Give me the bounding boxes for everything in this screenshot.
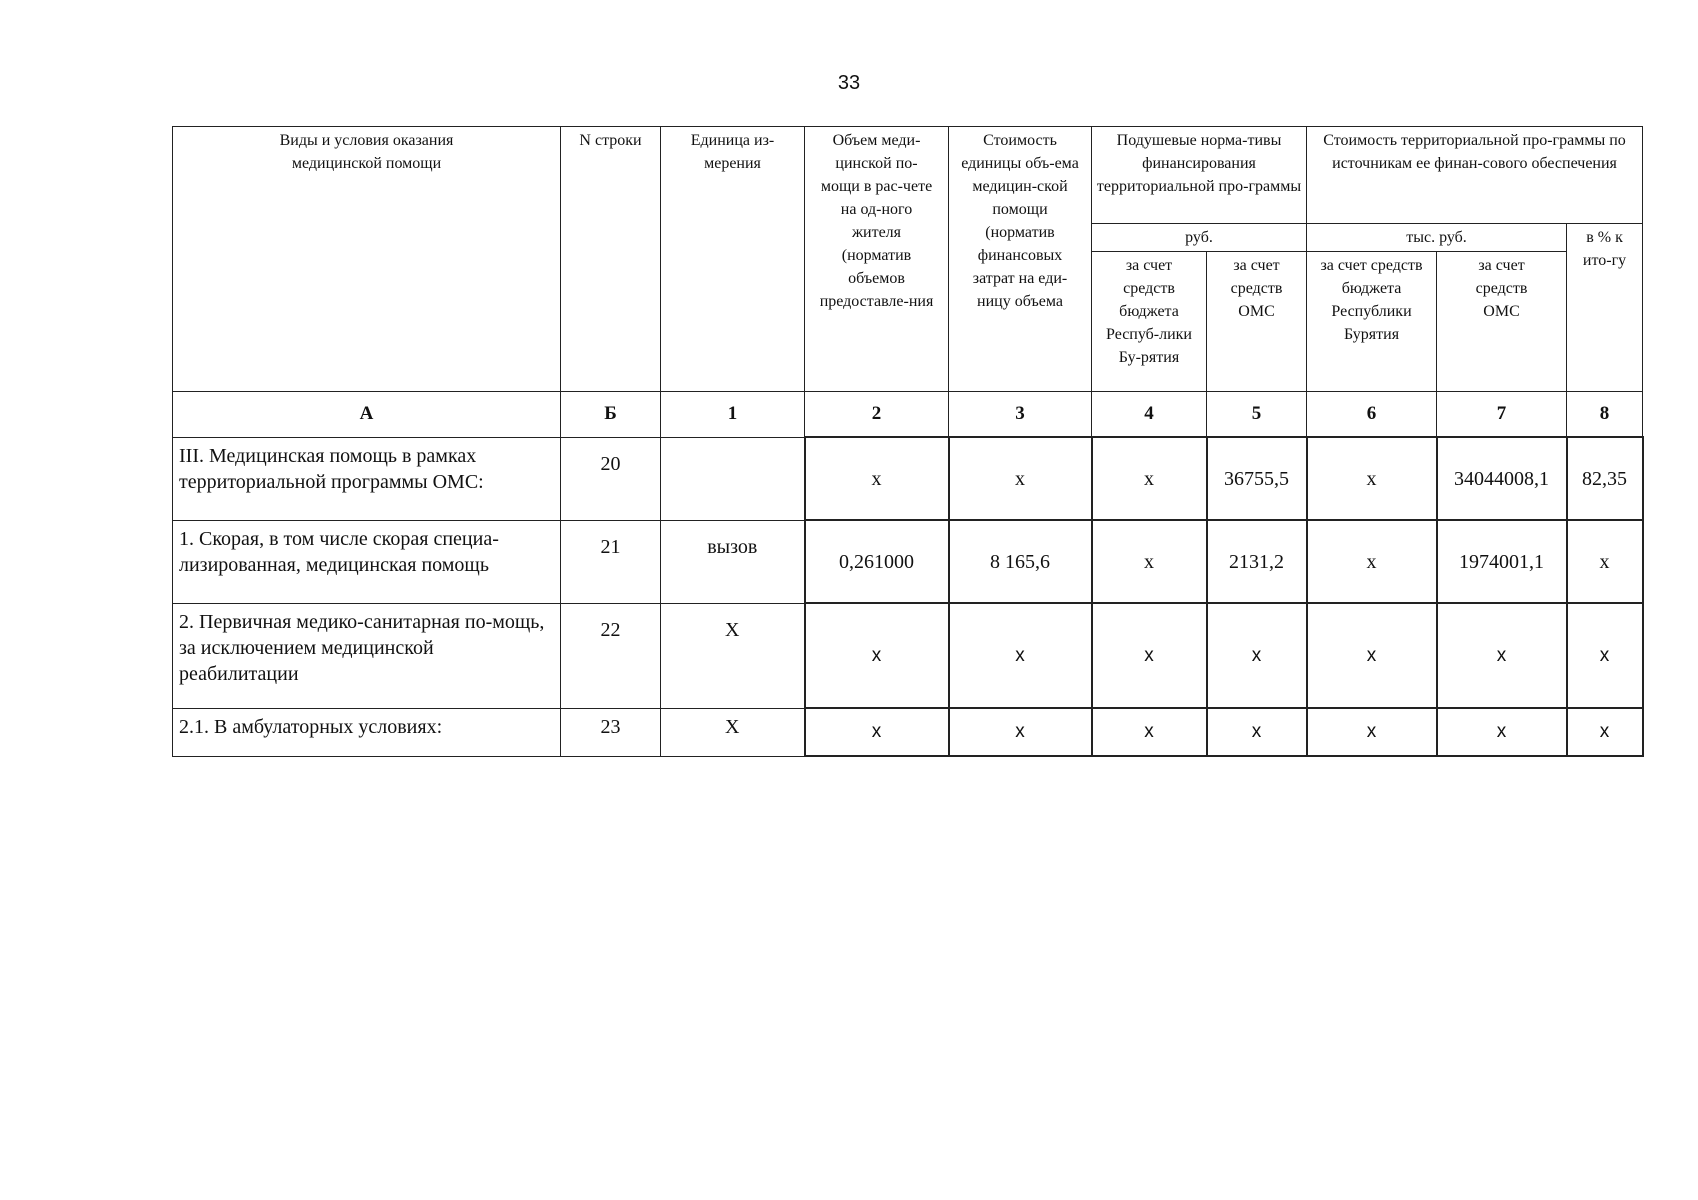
table-row bbox=[173, 437, 1643, 520]
column-number: А bbox=[173, 392, 561, 438]
cell-norm-budget: x bbox=[1092, 708, 1207, 756]
column-number: 3 bbox=[949, 392, 1092, 438]
row-line-number: 22 bbox=[561, 603, 661, 708]
header-unit-rub: руб. bbox=[1092, 224, 1307, 252]
cell-volume: x bbox=[805, 437, 949, 520]
header-cost-budget: за счет средств бюджета Республики Бурятия bbox=[1307, 252, 1437, 392]
header-line-number: N строки bbox=[561, 127, 661, 392]
row-unit: X bbox=[661, 603, 805, 708]
header-unit: Единица из-мерения bbox=[661, 127, 805, 392]
column-number: 1 bbox=[661, 392, 805, 438]
cell-percent: x bbox=[1567, 520, 1643, 603]
header-per-capita-norms: Подушевые норма-тивы финансирования территориальной про-граммы bbox=[1092, 127, 1307, 224]
cell-norm-budget: x bbox=[1092, 603, 1207, 708]
row-name: III. Медицинская помощь в рамках территориальной программы ОМС: bbox=[173, 437, 561, 520]
header-kinds-conditions: Виды и условия оказания медицинской помощи bbox=[173, 127, 561, 392]
cell-cost-budget: x bbox=[1307, 437, 1437, 520]
row-name: 2. Первичная медико-санитарная по-мощь, за исключением медицинской реабилитации bbox=[173, 603, 561, 708]
cell-percent: x bbox=[1567, 708, 1643, 756]
cell-volume: 0,261000 bbox=[805, 520, 949, 603]
cell-percent: x bbox=[1567, 603, 1643, 708]
table-row bbox=[173, 603, 1643, 708]
cell-norm-oms: x bbox=[1207, 603, 1307, 708]
row-line-number: 20 bbox=[561, 437, 661, 520]
row-line-number: 21 bbox=[561, 520, 661, 603]
row-unit: X bbox=[661, 708, 805, 756]
cell-unit-cost: 8 165,6 bbox=[949, 520, 1092, 603]
cell-unit-cost: x bbox=[949, 437, 1092, 520]
row-line-number: 23 bbox=[561, 708, 661, 756]
cell-cost-oms: x bbox=[1437, 708, 1567, 756]
cell-volume: x bbox=[805, 708, 949, 756]
row-unit bbox=[661, 437, 805, 520]
header-cost-oms: за счет средств ОМС bbox=[1437, 252, 1567, 392]
header-norm-budget: за счет средств бюджета Респуб-лики Бу-рятия bbox=[1092, 252, 1207, 392]
cell-volume: x bbox=[805, 603, 949, 708]
column-numbers-row bbox=[173, 392, 1643, 438]
header-unit-thous-rub: тыс. руб. bbox=[1307, 224, 1567, 252]
column-number: 5 bbox=[1207, 392, 1307, 438]
cell-cost-budget: x bbox=[1307, 520, 1437, 603]
page-number: 33 bbox=[837, 72, 861, 94]
column-number: 4 bbox=[1092, 392, 1207, 438]
financing-table bbox=[172, 126, 1644, 757]
cell-norm-oms: 36755,5 bbox=[1207, 437, 1307, 520]
cell-cost-budget: x bbox=[1307, 603, 1437, 708]
row-name: 1. Скорая, в том числе скорая специа-лизированная, медицинская помощь bbox=[173, 520, 561, 603]
column-number: 7 bbox=[1437, 392, 1567, 438]
row-name: 2.1. В амбулаторных условиях: bbox=[173, 708, 561, 756]
header-volume-per-capita: Объем меди-цинской по-мощи в рас-чете на од-ного жителя (норматив объемов предоставле-ния bbox=[805, 127, 949, 392]
cell-unit-cost: x bbox=[949, 708, 1092, 756]
row-unit: вызов bbox=[661, 520, 805, 603]
cell-cost-oms: x bbox=[1437, 603, 1567, 708]
column-number: Б bbox=[561, 392, 661, 438]
cell-unit-cost: x bbox=[949, 603, 1092, 708]
cell-percent: 82,35 bbox=[1567, 437, 1643, 520]
cell-norm-oms: x bbox=[1207, 708, 1307, 756]
cell-cost-oms: 34044008,1 bbox=[1437, 437, 1567, 520]
column-number: 2 bbox=[805, 392, 949, 438]
table-row bbox=[173, 520, 1643, 603]
header-norm-oms: за счет средств ОМС bbox=[1207, 252, 1307, 392]
header-unit-cost: Стоимость единицы объ-ема медицин-ской помощи (норматив финансовых затрат на еди-ницу объема bbox=[949, 127, 1092, 392]
cell-cost-budget: x bbox=[1307, 708, 1437, 756]
cell-norm-budget: x bbox=[1092, 437, 1207, 520]
column-number: 8 bbox=[1567, 392, 1643, 438]
cell-norm-budget: x bbox=[1092, 520, 1207, 603]
header-program-cost: Стоимость территориальной про-граммы по источникам ее финан-сового обеспечения bbox=[1307, 127, 1643, 224]
table-row bbox=[173, 708, 1643, 756]
column-number: 6 bbox=[1307, 392, 1437, 438]
header-percent-of-total: в % к ито-гу bbox=[1567, 224, 1643, 392]
cell-norm-oms: 2131,2 bbox=[1207, 520, 1307, 603]
cell-cost-oms: 1974001,1 bbox=[1437, 520, 1567, 603]
